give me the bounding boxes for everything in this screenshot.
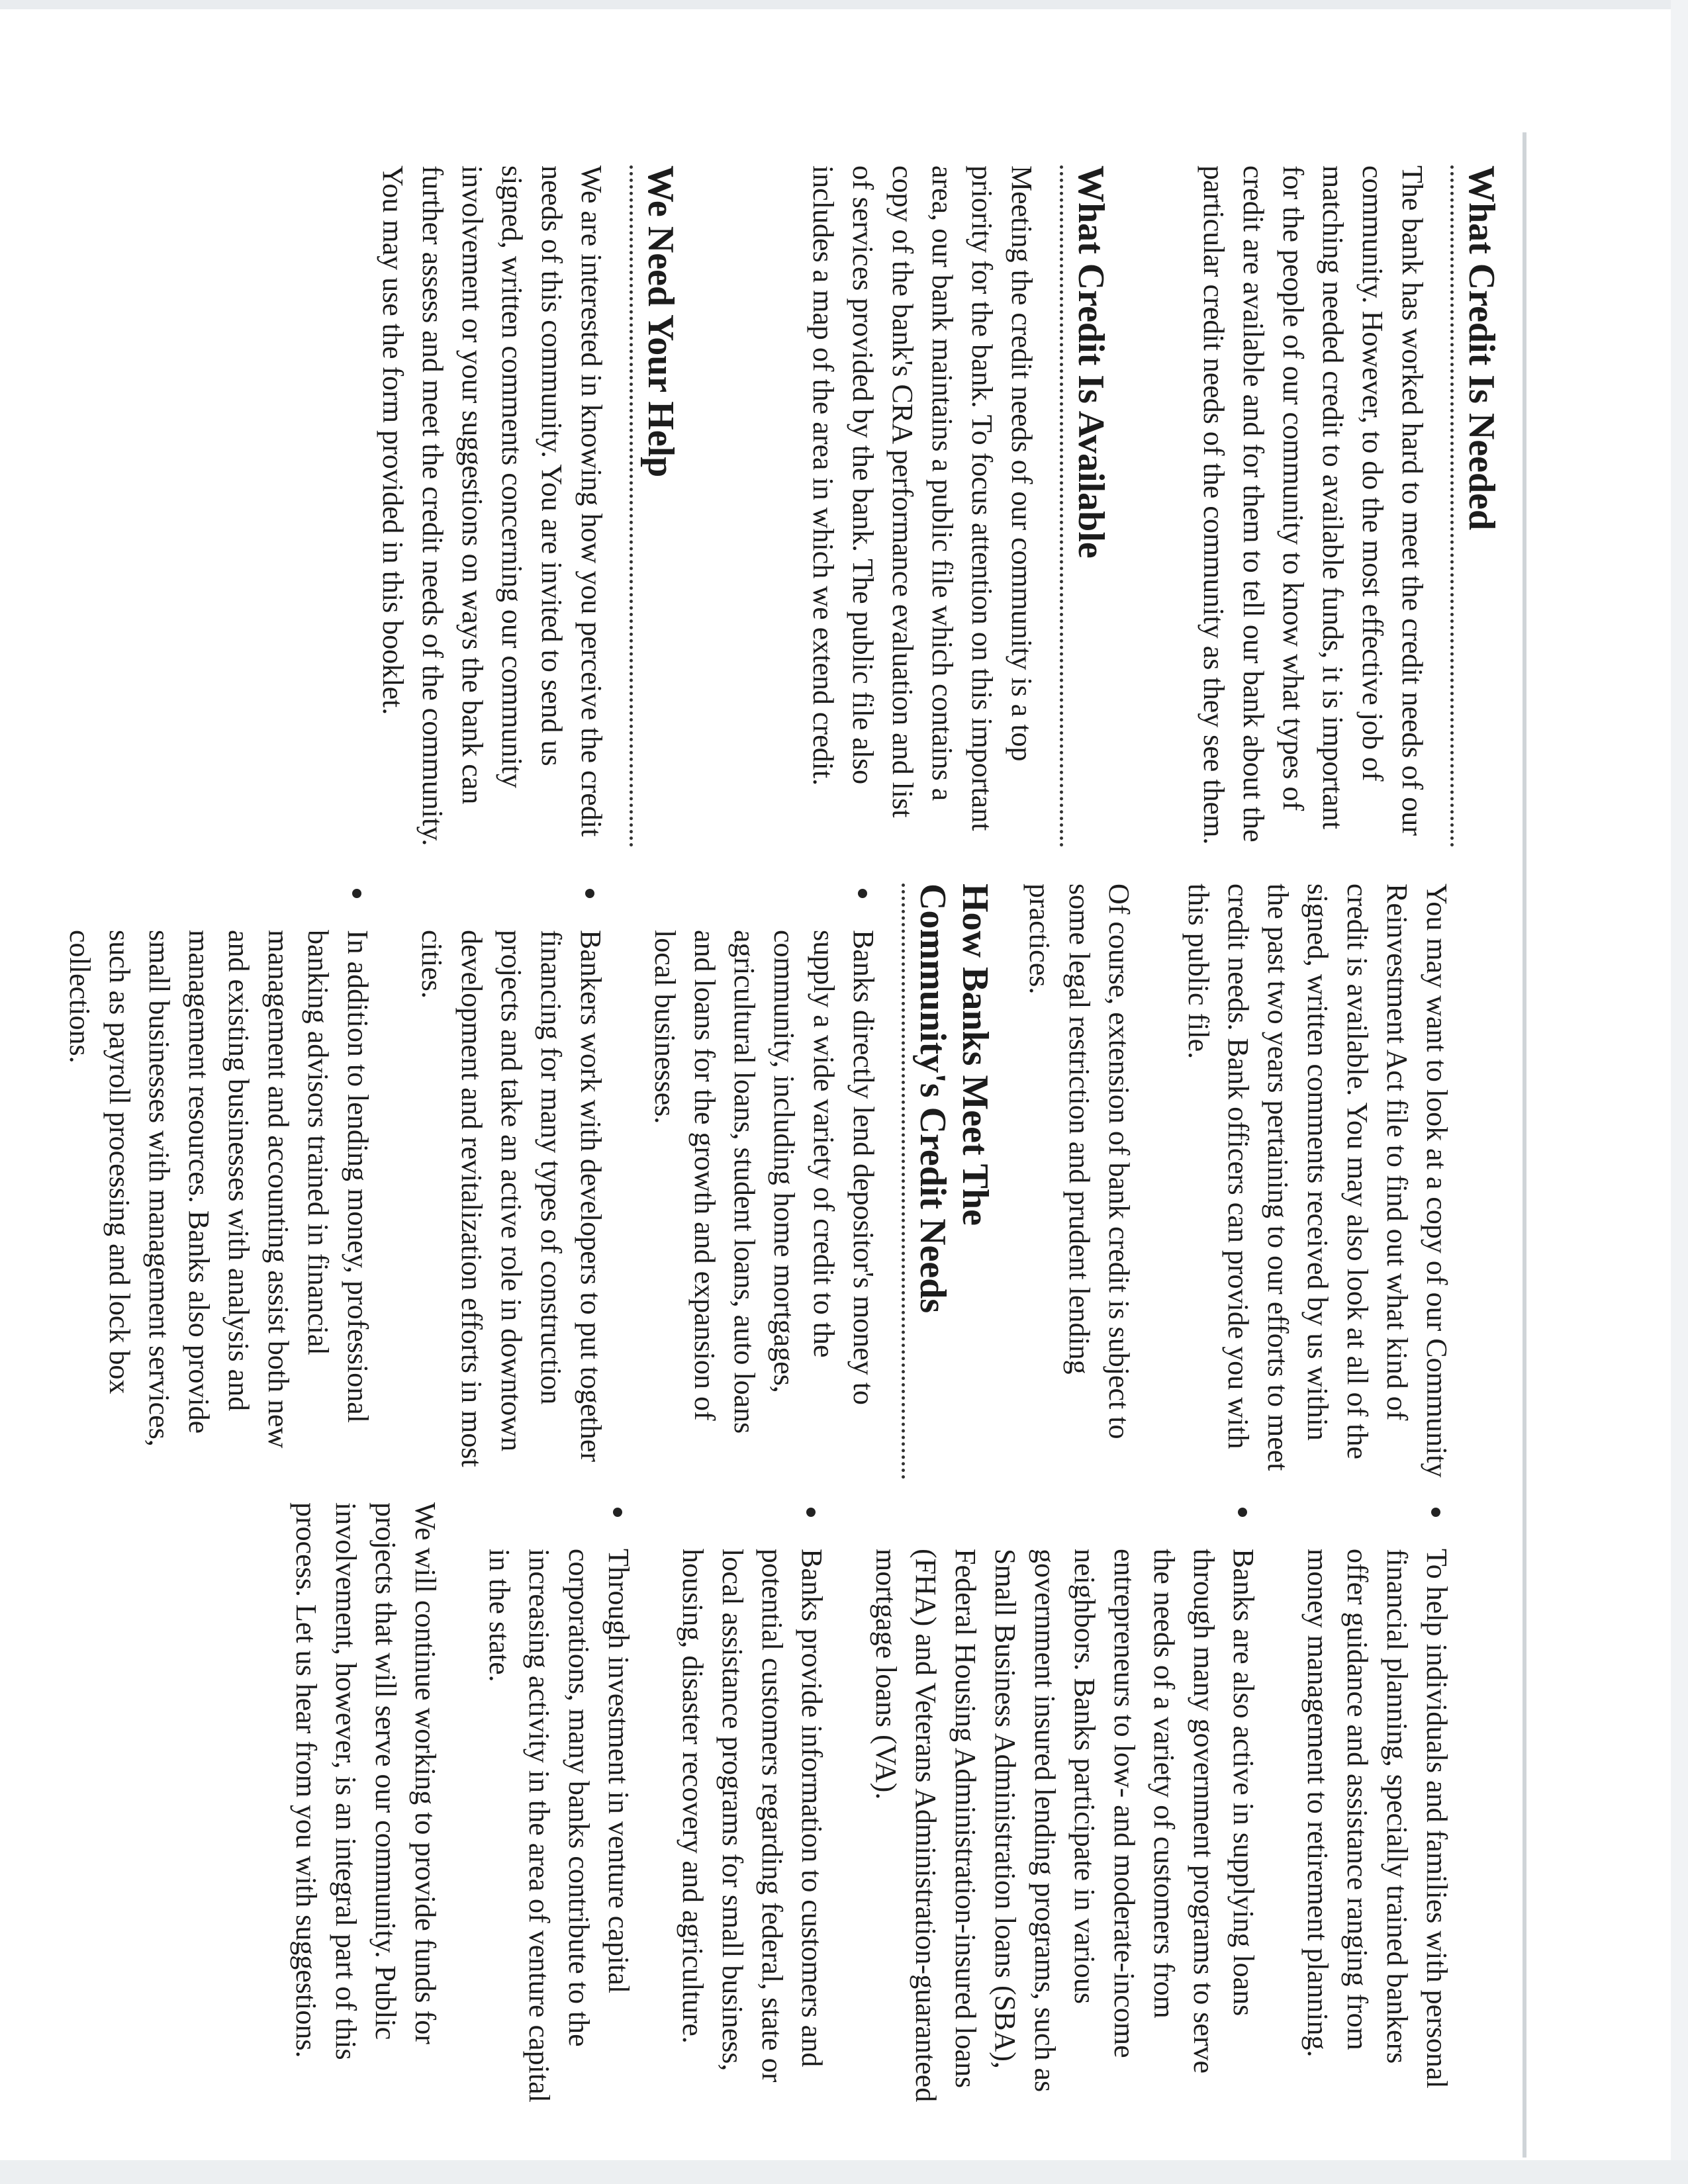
section-body: We are interested in knowing how you perceive the credit needs of this community. You are invited to send us signed, written comments concerning our community involvement or your suggestions on ways the bank can further assess and meet the credit needs of the community. You may use the form provided in this booklet. <box>377 165 608 846</box>
dotted-rule <box>1450 165 1454 847</box>
bullet-list <box>479 1502 1456 2111</box>
column-middle <box>0 884 1688 1479</box>
bullet-icon <box>806 1508 816 1517</box>
section-title: What Credit Is Available <box>1070 165 1111 559</box>
section-title: We Need Your Help <box>640 165 681 478</box>
bullet-icon <box>585 889 594 898</box>
column-right <box>0 1502 1688 2111</box>
section-body: Meeting the credit needs of our community is a top priority for the bank. To focus attention on this important area, our bank maintains a public file which contains a copy of the bank's CRA performance evaluation and list of services provided by the bank. The public file also includes a map of the area in which we extend credit. <box>807 165 1038 831</box>
section-title-line-2: Community's Credit Needs <box>912 884 953 1314</box>
section-how-banks-meet <box>25 884 996 1479</box>
list-item: Banks are also active in supplying loans through many government programs to serve the needs of a variety of customers from entrepreneurs to low- and moderate-income neighbors. Banks participate in various government insured lending programs, such as Small Business Administration loans (SBA), Federal Housing Administration-insured loans (FHA) and Veterans Administration-guaranteed mortgage loans (VA). <box>866 1502 1263 2111</box>
bullet-icon <box>352 889 361 898</box>
dotted-rule <box>630 165 633 847</box>
section-right <box>246 1502 1456 2111</box>
section-title: What Credit Is Needed <box>1461 165 1502 531</box>
section-we-need-help <box>333 165 682 847</box>
dotted-rule <box>902 884 905 1479</box>
bullet-icon <box>858 889 867 898</box>
list-item: In addition to lending money, professional banking advisors trained in financial management and accounting assist both new and existing businesses with analysis and management resources. Banks also provide small businesses with management services, such as payroll processing and lock box collections. <box>60 884 377 1479</box>
section-what-credit-needed <box>1154 165 1503 847</box>
list-item: Banks directly lend depositor's money to supply a wide variety of credit to the community, including home mortgages, agricultural loans, student loans, auto loans and loans for the growth and expansion of local businesses. <box>645 884 883 1479</box>
middle-paragraph-1: You may want to look at a copy of our Community Reinvestment Act file to find out what kind of credit is available. You may also look at all of the signed, written comments received by us within the past two years pertaining to our efforts to meet credit needs. Bank officers can provide you with this public file. <box>1182 884 1453 1478</box>
list-item: Through investment in venture capital corporations, many banks contribute to the increasing activity in the area of venture capital in the state. <box>479 1502 638 2111</box>
section-middle-intro <box>980 884 1456 1479</box>
section-body: The bank has worked hard to meet the credit needs of our community. However, to do the most effective job of matching needed credit to available funds, it is important for the people of our community to know what types of credit are available and for them to tell our bank about the particular credit needs of the community as they see them. <box>1197 165 1429 845</box>
column-left <box>0 165 1688 847</box>
list-item: Bankers work with developers to put together financing for many types of construction projects and take an active role in downtown development and revitalization efforts in most cities. <box>412 884 610 1479</box>
middle-paragraph-2: Of course, extension of bank credit is subject to some legal restriction and prudent lending practices. <box>1023 884 1135 1439</box>
bullet-icon <box>1431 1508 1440 1517</box>
list-item: Banks provide information to customers and potential customers regarding federal, state or local assistance programs for small business, housing, disaster recovery and agriculture. <box>673 1502 831 2111</box>
section-title-line-1: How Banks Meet The <box>955 884 996 1226</box>
closing-paragraph: We will continue working to provide funds for projects that will serve our community. Public involvement, however, is an integral part of this process. Let us hear from you with suggestions. <box>290 1502 442 2060</box>
dotted-rule <box>1060 165 1063 847</box>
bullet-icon <box>1238 1508 1247 1517</box>
section-what-credit-available <box>763 165 1112 847</box>
bullet-list <box>60 884 883 1479</box>
bullet-icon <box>613 1508 622 1517</box>
list-item: To help individuals and families with personal financial planning, specially trained bankers offer guidance and assistance ranging from money management to retirement planning. <box>1297 1502 1456 2111</box>
